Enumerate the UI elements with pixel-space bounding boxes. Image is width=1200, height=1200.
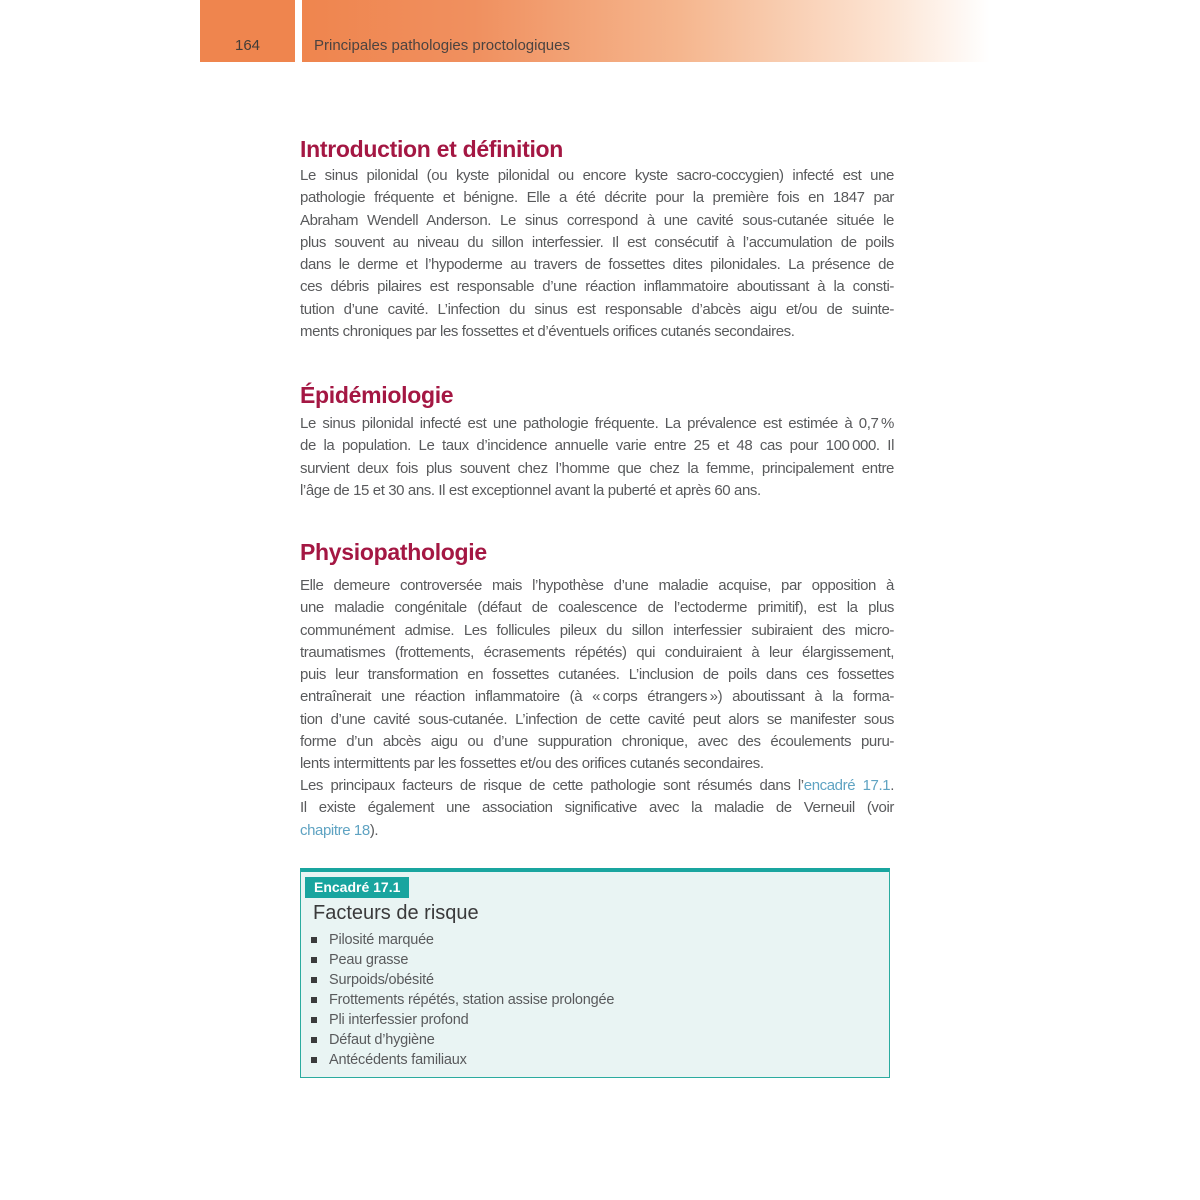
text-line: Il existe également une association significative avec la maladie de Verneuil (voir <box>300 799 894 817</box>
text-line: plus souvent au niveau du sillon interfessier. Il est consécutif à l’accumulation de poils <box>300 233 894 251</box>
list-item-label: Pli interfessier profond <box>329 1012 469 1028</box>
square-bullet-icon <box>311 1037 317 1043</box>
text-line: ments chroniques par les fossettes et d’éventuels orifices cutanés secondaires. <box>300 323 795 341</box>
encadre-label: Encadré 17.1 <box>305 877 409 898</box>
list-item <box>309 1030 614 1050</box>
text-segment: . <box>890 777 894 794</box>
text-line: survient deux fois plus souvent chez l’homme que chez la femme, principalement entre <box>300 459 894 477</box>
link-encadre-17-1[interactable]: encadré 17.1 <box>803 777 891 794</box>
list-item-label: Défaut d’hygiène <box>329 1032 435 1048</box>
running-title: Principales pathologies proctologiques <box>314 37 570 54</box>
list-item <box>309 1050 614 1070</box>
text-line: tution d’une cavité. L’infection du sinus est responsable d’abcès aigu et/ou de suinte- <box>300 300 894 318</box>
paragraph-cross-references <box>300 775 894 842</box>
list-item <box>309 950 614 970</box>
text-line: pathologie fréquente et bénigne. Elle a été décrite pour la première fois en 1847 par <box>300 189 894 207</box>
text-line: communément admise. Les follicules pileux du sillon interfessier subiraient des micro- <box>300 621 894 639</box>
list-item <box>309 930 614 950</box>
list-item <box>309 990 614 1010</box>
text-line: ces débris pilaires est responsable d’une réaction inflammatoire aboutissant à la consti- <box>300 278 894 296</box>
text-line: puis leur transformation en fossettes cutanées. L’inclusion de poils dans ces fossettes <box>300 666 894 684</box>
square-bullet-icon <box>311 1017 317 1023</box>
list-item-label: Frottements répétés, station assise prolongée <box>329 992 615 1008</box>
square-bullet-icon <box>311 977 317 983</box>
text-line: tion d’une cavité sous-cutanée. L’infection de cette cavité peut alors se manifester sous <box>300 710 894 728</box>
text-line: Abraham Wendell Anderson. Le sinus correspond à une cavité sous-cutanée située le <box>300 211 894 229</box>
running-header <box>302 0 990 62</box>
text-line: dans le derme et l’hypoderme au travers de fossettes dites pilonidales. La présence de <box>300 256 894 274</box>
square-bullet-icon <box>311 937 317 943</box>
page-number-box <box>200 0 295 62</box>
square-bullet-icon <box>311 957 317 963</box>
list-item <box>309 970 614 990</box>
text-line: forme d’un abcès aigu ou d’une suppuration chronique, avec des écoulements puru- <box>300 733 894 751</box>
paragraph-physiopathologie <box>300 575 894 776</box>
text-line: de la population. Le taux d’incidence annuelle varie entre 25 et 48 cas pour 100 000. Il <box>300 437 894 455</box>
paragraph-epidemiologie <box>300 413 894 502</box>
text-line <box>300 775 894 797</box>
link-chapitre-18[interactable]: chapitre 18 <box>300 821 370 839</box>
list-item-label: Pilosité marquée <box>329 932 434 948</box>
text-line <box>300 820 894 842</box>
text-line: Le sinus pilonidal infecté est une pathologie fréquente. La prévalence est estimée à 0,7 % <box>300 415 894 432</box>
encadre-box-17-1 <box>300 868 890 1078</box>
text-line: entraînerait une réaction inflammatoire (à « corps étrangers ») aboutissant à la forma- <box>300 688 894 706</box>
list-item-label: Antécédents familiaux <box>329 1052 467 1068</box>
list-item <box>309 1010 614 1030</box>
text-line: Le sinus pilonidal (ou kyste pilonidal ou encore kyste sacro-coccygien) infecté est une <box>300 167 894 184</box>
list-item-label: Surpoids/obésité <box>329 972 434 988</box>
page-number: 164 <box>234 37 261 54</box>
encadre-title: Facteurs de risque <box>313 902 479 924</box>
text-line: traumatismes (frottements, écrasements répétés) qui conduiraient à leur élargissement, <box>300 643 894 661</box>
list-item-label: Peau grasse <box>329 952 409 968</box>
section-heading-introduction: Introduction et définition <box>300 136 564 162</box>
text-line: Elle demeure controversée mais l’hypothèse d’une maladie acquise, par opposition à <box>300 577 894 594</box>
text-line: lents intermittents par les fossettes et/ou des orifices cutanés secondaires. <box>300 755 764 773</box>
text-segment: Les principaux facteurs de risque de cette pathologie sont résumés dans l’ <box>300 777 804 794</box>
square-bullet-icon <box>311 1057 317 1063</box>
text-segment: ). <box>369 821 379 839</box>
text-line: une maladie congénitale (défaut de coalescence de l’ectoderme primitif), est la plus <box>300 599 894 617</box>
paragraph-introduction <box>300 165 894 343</box>
square-bullet-icon <box>311 997 317 1003</box>
section-heading-physiopathologie: Physiopathologie <box>300 539 487 565</box>
text-line: l’âge de 15 et 30 ans. Il est exceptionnel avant la puberté et après 60 ans. <box>300 481 761 499</box>
section-heading-epidemiologie: Épidémiologie <box>300 382 454 408</box>
risk-factor-list <box>309 930 614 1070</box>
